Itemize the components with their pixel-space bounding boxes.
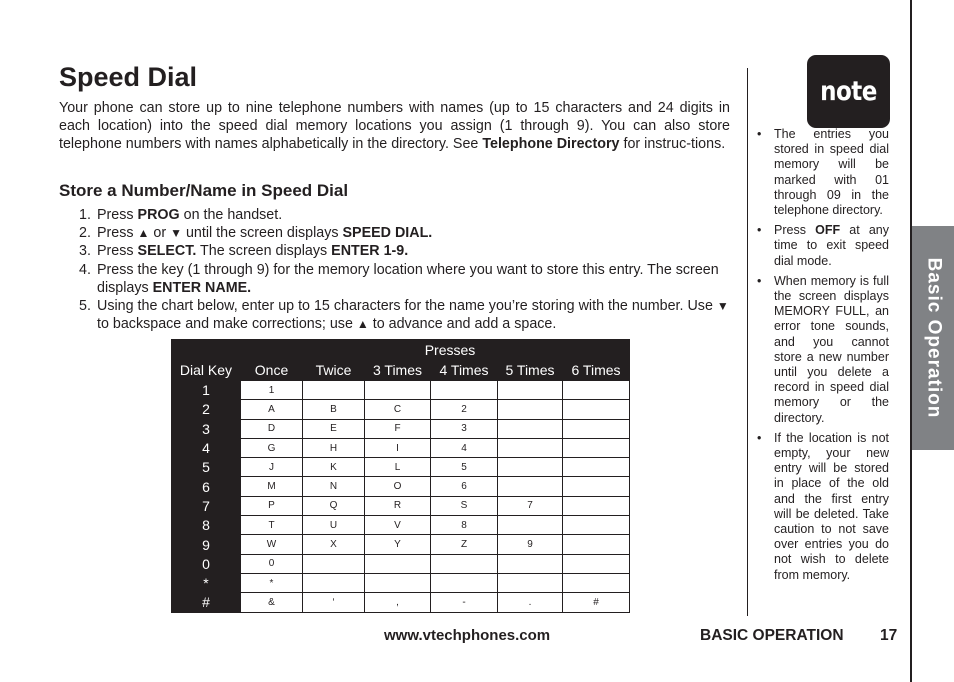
character-cell: [563, 554, 630, 573]
step-number: 3.: [79, 243, 91, 260]
step-item: [79, 242, 729, 260]
character-cell: [431, 381, 498, 400]
character-cell: 8: [431, 516, 498, 535]
character-cell: [498, 573, 563, 592]
bullet-icon: •: [757, 223, 762, 238]
presses-count-header: Once: [241, 360, 303, 381]
note-text: The entries you stored in speed dial memory will be marked with 01 through 09 in the telephone directory.: [774, 127, 889, 218]
note-bold: OFF: [815, 223, 841, 238]
section-side-tab-label: Basic Operation: [923, 257, 944, 419]
character-cell: 7: [498, 496, 563, 515]
character-cell: X: [303, 535, 365, 554]
character-cell: [365, 573, 431, 592]
down-arrow-icon: ▼: [170, 226, 182, 241]
intro-text-end: for instruc-tions.: [619, 136, 726, 153]
presses-count-header: 3 Times: [365, 360, 431, 381]
character-cell: [563, 438, 630, 457]
character-cell: &: [241, 593, 303, 612]
note-item: [757, 223, 889, 269]
step-number: 2.: [79, 225, 91, 242]
character-cell: [498, 438, 563, 457]
character-cell: [431, 573, 498, 592]
character-cell: [563, 419, 630, 438]
intro-link-text: Telephone Directory: [482, 136, 620, 153]
note-item: [757, 127, 889, 218]
character-cell: [563, 477, 630, 496]
table-row: [172, 593, 630, 612]
dial-key-cell: 8: [172, 516, 241, 535]
character-cell: Q: [303, 496, 365, 515]
notes-list: [757, 127, 889, 588]
character-cell: I: [365, 438, 431, 457]
character-cell: [563, 496, 630, 515]
dial-key-cell: 0: [172, 554, 241, 573]
dial-key-header: Dial Key: [172, 360, 241, 381]
up-arrow-icon: ▲: [356, 317, 369, 332]
character-cell: 3: [431, 419, 498, 438]
character-cell: [498, 554, 563, 573]
step-item: [79, 261, 729, 297]
character-cell: O: [365, 477, 431, 496]
step-bold: SPEED DIAL.: [342, 225, 433, 242]
step-item: [79, 206, 729, 224]
step-text: Press: [97, 243, 138, 260]
character-cell: 5: [431, 458, 498, 477]
character-cell: [498, 419, 563, 438]
character-cell: [365, 381, 431, 400]
up-arrow-icon: ▲: [137, 226, 150, 241]
dial-key-cell: 4: [172, 438, 241, 457]
dial-key-cell: 9: [172, 535, 241, 554]
step-item: [79, 224, 729, 242]
dial-key-cell: 2: [172, 400, 241, 419]
footer-website: www.vtechphones.com: [384, 627, 551, 644]
character-cell: K: [303, 458, 365, 477]
note-item: [757, 431, 889, 583]
step-text: Using the chart below, enter up to 15 characters for the name you’re storing with the number. Use: [97, 298, 717, 315]
character-cell: U: [303, 516, 365, 535]
table-row: [172, 381, 630, 400]
table-row: [172, 516, 630, 535]
character-cell: B: [303, 400, 365, 419]
step-number: 4.: [79, 261, 91, 278]
step-text: Press: [97, 207, 138, 223]
character-cell: 4: [431, 438, 498, 457]
character-cell: C: [365, 400, 431, 419]
character-cell: [563, 573, 630, 592]
note-badge: [807, 55, 890, 128]
character-cell: S: [431, 496, 498, 515]
character-cell: [563, 516, 630, 535]
footer-section-name: BASIC OPERATION: [700, 627, 844, 644]
character-cell: J: [241, 458, 303, 477]
table-row: [172, 438, 630, 457]
step-text: on the handset.: [179, 207, 283, 223]
character-cell: 6: [431, 477, 498, 496]
step-number: 5.: [79, 298, 91, 315]
header-blank: [172, 340, 241, 360]
bullet-icon: •: [757, 127, 762, 141]
step-bold: PROG: [137, 207, 180, 223]
down-arrow-icon: ▼: [716, 299, 729, 314]
character-cell: ,: [365, 593, 431, 612]
character-cell: 2: [431, 400, 498, 419]
character-cell: P: [241, 496, 303, 515]
table-row: [172, 554, 630, 573]
character-cell: L: [365, 458, 431, 477]
character-cell: V: [365, 516, 431, 535]
dial-key-cell: 7: [172, 496, 241, 515]
step-text: The screen displays: [196, 243, 332, 260]
character-cell: Y: [365, 535, 431, 554]
steps-list: [79, 206, 729, 333]
step-number: 1.: [79, 207, 91, 223]
character-cell: [498, 458, 563, 477]
character-cell: D: [241, 419, 303, 438]
dial-key-cell: 5: [172, 458, 241, 477]
page-title: Speed Dial: [59, 62, 198, 92]
note-text: When memory is full the screen displays MEMORY FULL, an error tone sounds, and you cannot store a new number until you delete a record in speed dial memory or the directory.: [774, 273, 889, 425]
bullet-icon: •: [757, 430, 762, 445]
note-text: Press: [774, 223, 816, 238]
character-cell: [365, 554, 431, 573]
character-cell: Z: [431, 535, 498, 554]
dial-key-cell: *: [172, 573, 241, 592]
column-divider: [747, 68, 748, 616]
footer-page-number: 17: [880, 627, 898, 644]
character-cell: #: [563, 593, 630, 612]
character-cell: [498, 381, 563, 400]
character-cell: [563, 400, 630, 419]
character-cell: [498, 400, 563, 419]
character-cell: [498, 477, 563, 496]
presses-header: Presses: [241, 340, 630, 360]
table-row: [172, 400, 630, 419]
section-side-tab: [912, 226, 954, 450]
character-cell: [563, 458, 630, 477]
character-cell: [431, 554, 498, 573]
dial-key-cell: #: [172, 593, 241, 612]
step-text: or: [149, 225, 171, 242]
step-text: to advance and add a space.: [368, 316, 557, 333]
presses-count-header: 4 Times: [431, 360, 498, 381]
step-item: [79, 297, 729, 333]
intro-paragraph: [59, 99, 730, 154]
character-cell: W: [241, 535, 303, 554]
character-cell: *: [241, 573, 303, 592]
section-heading: Store a Number/Name in Speed Dial: [59, 181, 349, 200]
dial-key-cell: 1: [172, 381, 241, 400]
character-cell: ‘: [303, 593, 365, 612]
table-row: [172, 419, 630, 438]
note-text: at any time to exit speed dial mode.: [774, 223, 889, 268]
step-text: until the screen displays: [181, 225, 343, 242]
character-cell: N: [303, 477, 365, 496]
character-cell: [303, 573, 365, 592]
character-cell: M: [241, 477, 303, 496]
step-text: Press the key (1 through 9) for the memory location where you want to store this entry. The screen displays: [97, 261, 719, 296]
table-row: [172, 535, 630, 554]
table-row: [172, 496, 630, 515]
step-bold: SELECT.: [137, 243, 197, 260]
step-bold: ENTER 1-9.: [331, 243, 409, 260]
bullet-icon: •: [757, 273, 762, 288]
presses-count-header: 5 Times: [498, 360, 563, 381]
character-cell: [303, 381, 365, 400]
character-cell: 0: [241, 554, 303, 573]
presses-count-header: 6 Times: [563, 360, 630, 381]
table-row: [172, 573, 630, 592]
character-chart: [171, 339, 630, 613]
character-cell: F: [365, 419, 431, 438]
character-cell: R: [365, 496, 431, 515]
step-text: Press: [97, 225, 138, 242]
character-cell: 1: [241, 381, 303, 400]
character-cell: [303, 554, 365, 573]
dial-key-cell: 6: [172, 477, 241, 496]
note-item: [757, 274, 889, 426]
character-cell: G: [241, 438, 303, 457]
note-text: If the location is not empty, your new entry will be stored in place of the old and the first entry will be deleted. Take caution to not save over entries you do not wish to delete from memory.: [774, 430, 889, 582]
character-cell: -: [431, 593, 498, 612]
table-row: [172, 458, 630, 477]
character-cell: A: [241, 400, 303, 419]
intro-text: Your phone can store up to nine telephone numbers with names (up to 15 characters and 24 digits in each location) into the speed dial memory locations you assign (1 through 9). You can also store telephone numbers with names alphabetically in the directory. See: [59, 100, 730, 153]
dial-key-cell: 3: [172, 419, 241, 438]
character-cell: 9: [498, 535, 563, 554]
character-cell: T: [241, 516, 303, 535]
presses-count-header: Twice: [303, 360, 365, 381]
character-cell: [498, 516, 563, 535]
note-badge-label: note: [820, 76, 877, 107]
character-cell: [563, 535, 630, 554]
character-cell: .: [498, 593, 563, 612]
character-cell: H: [303, 438, 365, 457]
table-row: [172, 477, 630, 496]
step-text: to backspace and make corrections; use: [97, 316, 357, 333]
step-bold: ENTER NAME.: [152, 279, 252, 296]
character-cell: E: [303, 419, 365, 438]
character-cell: [563, 381, 630, 400]
